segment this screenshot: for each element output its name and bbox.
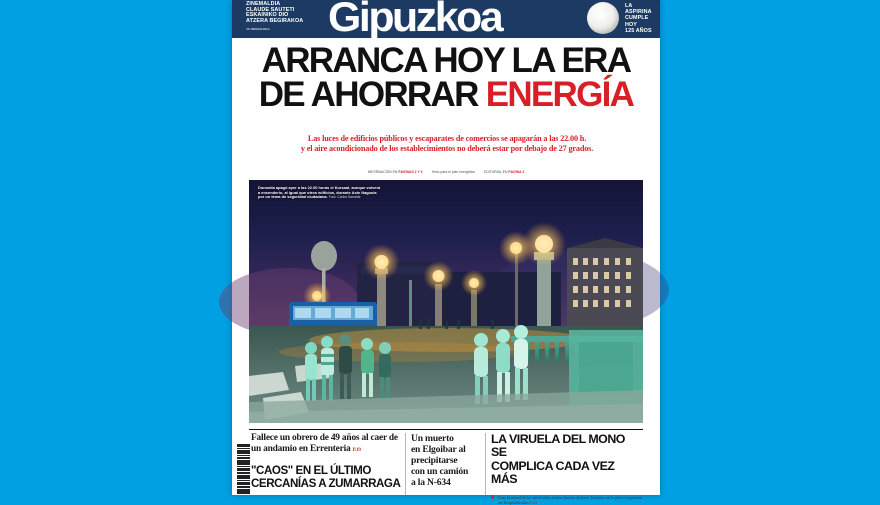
right-teaser-line-3: 125 AÑOS <box>625 27 652 34</box>
story-4-bullet-line-1: Casi la mitad de los infectados sufren fuertes dolores, <box>498 494 590 500</box>
page-reference-line <box>232 170 660 174</box>
ref-label-1: INFORMACIÓN EN <box>367 170 398 174</box>
masthead-title: Gipuzkoa <box>328 0 502 40</box>
deck-line-1: Las luces de edificios públicos y escaparates de comercios se apagarán a las 22.00 h. <box>307 134 587 143</box>
photo-caption <box>258 186 382 200</box>
story-2-headline-line-2: CERCANÍAS A ZUMARRAGA <box>251 476 401 490</box>
headline-line-2 <box>232 75 660 114</box>
story-3-line-5: a la N-634 <box>411 477 451 488</box>
teaser-page-ref: 46 ORRIALDEA <box>246 27 270 32</box>
bullet-dot-icon <box>491 495 494 498</box>
story-4-page-ref: P.24 <box>529 499 538 505</box>
story-3-line-1: Un muerto <box>411 433 454 444</box>
story-1-lead[interactable] <box>251 433 401 456</box>
bottom-column-1 <box>251 433 401 490</box>
story-2-headline-line-1: "CAOS" EN EL ÚLTIMO <box>251 464 371 478</box>
teaser-line-4: ATZERA BEGIRAKOA <box>246 17 304 24</box>
barcode <box>237 444 250 492</box>
right-teaser-page-ref: PÁGINA 5 <box>625 38 641 43</box>
teaser-line-1: ZINEMALDIA <box>246 1 281 7</box>
story-1-lead-line-2: de un andamio en Errenteria <box>251 433 398 454</box>
story-3-line-2: en Elgoibar al <box>411 444 466 455</box>
ref-label-3: EDITORIAL EN <box>484 170 508 174</box>
bottom-column-2[interactable] <box>411 433 479 488</box>
column-divider-1 <box>405 433 406 495</box>
deck-line-2: y el aire acondicionado de los establecimientos no deberá estar por debajo de 27 grados. <box>300 144 594 153</box>
aspirin-tablet-icon <box>587 2 619 34</box>
teaser-line-3: ESKAINIKO DIO <box>246 12 289 19</box>
story-4-headline <box>491 433 643 487</box>
headline-line-1: ARRANCA HOY LA ERA <box>261 41 631 80</box>
right-teaser-line-2: CUMPLE HOY <box>625 15 649 28</box>
story-2-headline[interactable] <box>251 465 401 490</box>
story-3-line-3: precipitarse <box>411 455 458 466</box>
teaser-line-2: CLAUDE SAUTETI <box>246 6 295 13</box>
night-bridge-photo-illustration <box>249 180 643 423</box>
story-1-page-ref: P.19 <box>352 447 361 453</box>
story-4-headline-line-1: LA VIRUELA DEL MONO SE <box>491 432 625 460</box>
story-4-bullet <box>491 495 643 505</box>
photo-credit: Foto: Carlos Sarralde <box>328 195 361 200</box>
bottom-divider <box>249 429 643 430</box>
masthead <box>232 0 660 43</box>
headline-line-2-red: ENERGÍA <box>485 75 634 114</box>
bottom-section <box>249 432 643 505</box>
ref-page-2: PÁGINA 2 <box>508 170 525 174</box>
main-headline <box>232 41 660 114</box>
ref-label-2: Texto para el plan energético <box>431 170 476 174</box>
masthead-right-teaser[interactable] <box>625 3 657 43</box>
main-photo <box>249 180 643 423</box>
newspaper-sheet <box>232 0 660 505</box>
column-divider-2 <box>485 433 486 495</box>
story-4-headline-line-2: COMPLICA CADA VEZ MÁS <box>491 458 615 487</box>
bottom-column-3[interactable] <box>491 433 643 505</box>
ref-page-1: PÁGINAS 2 Y 3 <box>398 170 423 174</box>
masthead-left-teaser[interactable] <box>246 2 322 33</box>
story-3-line-4: con un camión <box>411 466 469 477</box>
photo-caption-text: Donostia apagó ayer a las 22.00 horas el Kursaal, aunque volverá a encenderlo, al igual que otros edificios, durante Aste Nagusia por un tema de seguridad ciudadana. <box>258 185 381 200</box>
right-teaser-line-1: LA ASPIRINA <box>625 3 652 16</box>
headline-deck <box>258 134 636 154</box>
story-1-lead-line-1: Fallece un obrero de 49 años al caer <box>251 433 387 443</box>
story-3-headline <box>411 433 479 488</box>
story-4-bullet-line-2: lesiones en la piel o requieren ser hospitalizados <box>498 494 643 505</box>
headline-line-2-black: DE AHORRAR <box>258 75 478 114</box>
